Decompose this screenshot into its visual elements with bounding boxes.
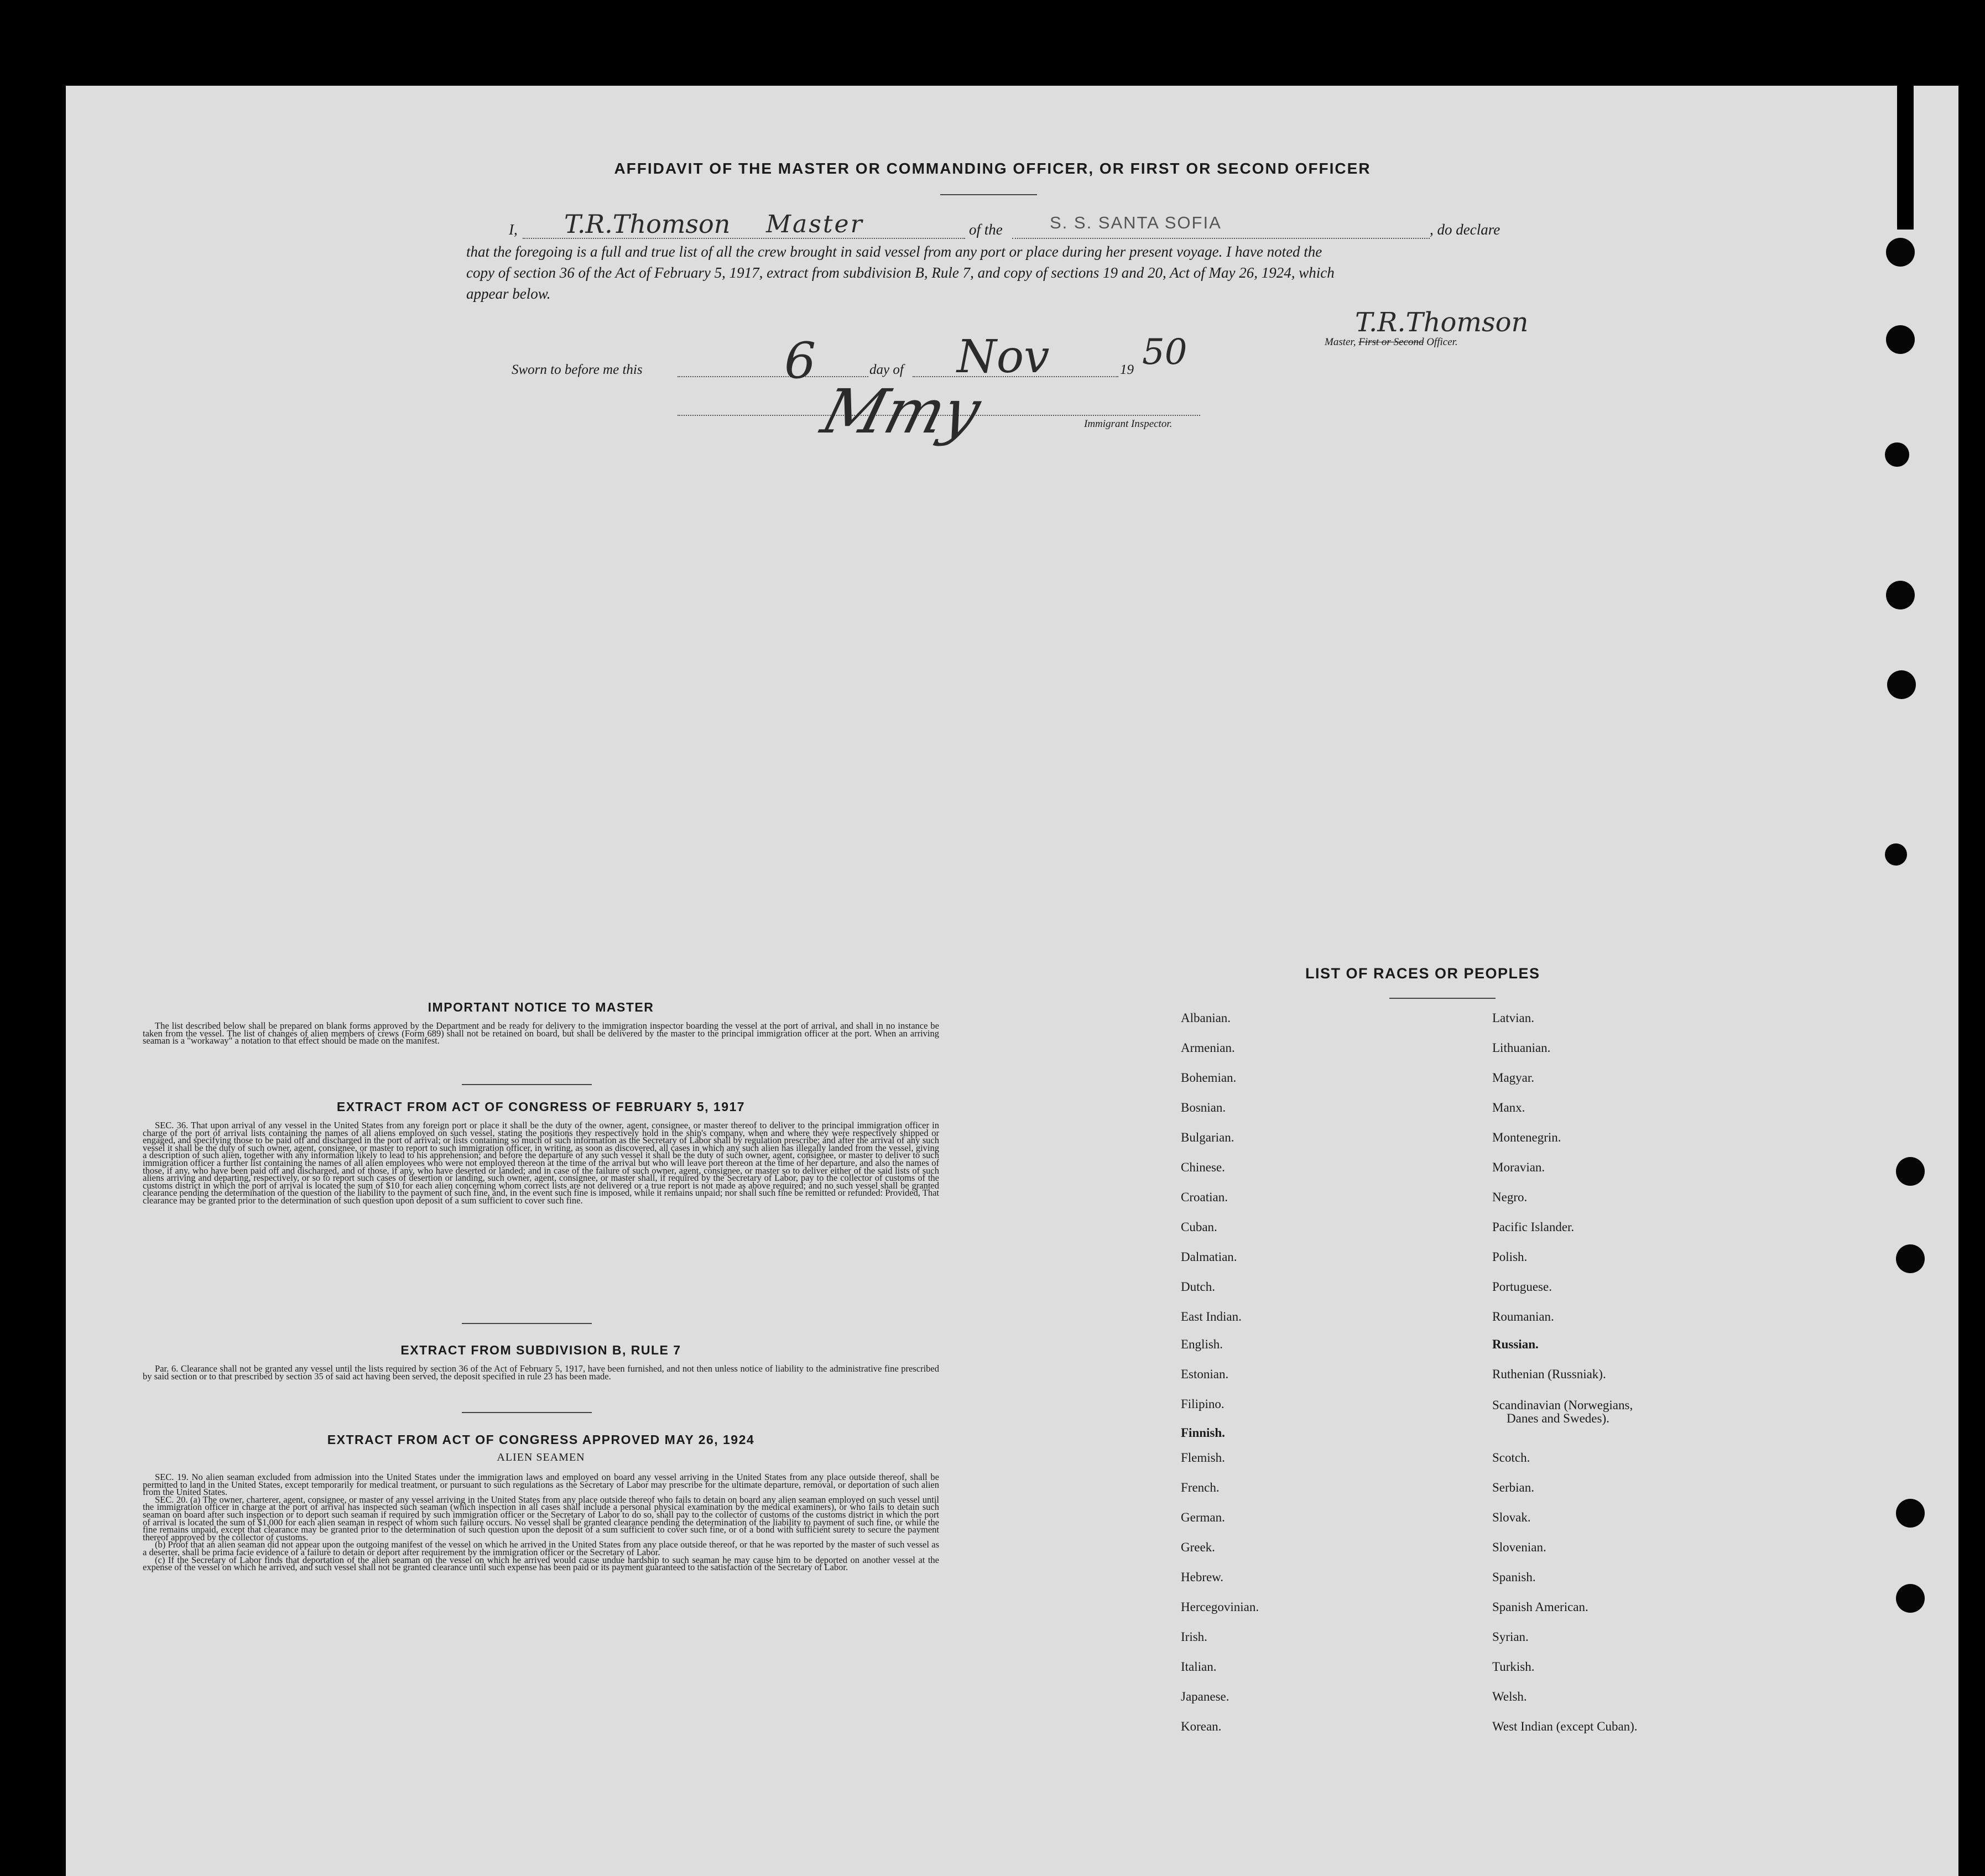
day-handwritten: 6 [784,332,816,390]
race-item: Turkish. [1492,1660,1535,1674]
do-declare-label: , do declare [1430,221,1501,238]
race-item: Ruthenian (Russniak). [1492,1367,1606,1381]
race-item: Slovak. [1492,1510,1531,1524]
master-signature: T.R.Thomson [1355,307,1529,338]
race-item: Roumanian. [1492,1310,1554,1323]
inspector-signature: Mmy [814,376,988,447]
title-divider [940,194,1037,195]
day-of-label: day of [869,362,904,377]
races-title: LIST OF RACES OR PEOPLES [1305,965,1540,982]
race-item: Spanish. [1492,1570,1536,1584]
race-item: French. [1181,1481,1220,1494]
race-item: Irish. [1181,1630,1207,1644]
race-item: Armenian. [1181,1041,1235,1055]
of-the-label: of the [969,221,1003,238]
extract-1917-text: SEC. 36. That upon arrival of any vessel in the United States from any foreign port or place it shall be the duty of the owner, agent, consignee, or master thereof to deliver to the principal immigration officer in charge of the port of arrival lists containing the names of all aliens employed on such vessel, stating the positions they respectively hold in the ship's company, when and where they were respectively shipped or engaged, and specifying those to be paid off and discharged in the port of arrival; or lists containing so much of such information as the Secretary of Labor shall by regulation prescribe; and after the arrival of any such vessel it shall be the duty of such owner, agent, consignee, or master to report to such immigration officer, in writing, as soon as discovered, all cases in which any such alien has illegally landed from the vessel, giving a description of such alien, together with any information likely to lead to his apprehension; and before the departure of any such vessel it shall be the duty of such owner, agent, consignee, or master to deliver to such immigration officer a further list containing the names of all alien employees who were not employed thereon at the time of the arrival but who will leave port thereon at the time of her departure, and also the names of those, if any, who have been paid off and discharged, and of those, if any, who have deserted or landed; and in case of the failure of such owner, agent, consignee, or master so to deliver either of the said lists of such aliens arriving and departing, respectively, or so to report such cases of desertion or landing, such owner, agent, consignee, or master shall, if required by the Secretary of Labor, pay to the collector of customs of the customs district in which the port of arrival is located the sum of $10 for each alien concerning whom correct lists are not delivered or a true report is not made as above required; and no such vessel shall be granted clearance pending the determination of the question of the liability to the payment of such fine, and, in the event such fine is imposed, while it remains unpaid; nor shall such fine be remitted or refunded: Provided, That clearance may be granted prior to the determination of such question upon deposit of a sum sufficient to cover such fine. [143,1120,939,1206]
race-item: Lithuanian. [1492,1041,1551,1055]
race-item: Albanian. [1181,1011,1231,1025]
sworn-label: Sworn to before me this [512,362,643,377]
race-item: Bosnian. [1181,1101,1226,1114]
race-item: English. [1181,1337,1223,1351]
race-item: Scandinavian (Norwegians, [1492,1398,1633,1412]
race-item: Bulgarian. [1181,1130,1234,1144]
vessel-line [1012,238,1430,239]
race-item: Pacific Islander. [1492,1220,1575,1234]
race-item: Chinese. [1181,1160,1225,1174]
affidavit-i-label: I, [509,221,518,238]
race-item: Cuban. [1181,1220,1217,1234]
affidavit-line-3: copy of section 36 of the Act of February 5, 1917, extract from subdivision B, Rule 7, and copy of sections 19 and 20, Act of May 26, 1924, which [466,264,1335,281]
race-item: Manx. [1492,1101,1525,1114]
master-caption: Master, First or Second Officer. [1325,336,1458,348]
extract-1917-title: EXTRACT FROM ACT OF CONGRESS OF FEBRUARY 5, 1917 [336,1099,746,1114]
affidavit-line-4: appear below. [466,285,551,302]
race-item: Welsh. [1492,1690,1527,1703]
affidavit-title: AFFIDAVIT OF THE MASTER OR COMMANDING OFFICER, OR FIRST OR SECOND OFFICER [614,160,1371,177]
race-item: Finnish. [1181,1426,1225,1440]
race-item: Scotch. [1492,1451,1530,1465]
inspector-caption: Immigrant Inspector. [1084,418,1173,430]
extract-1924-title: EXTRACT FROM ACT OF CONGRESS APPROVED MAY 26, 1924 [327,1432,755,1447]
extract-rule7-title: EXTRACT FROM SUBDIVISION B, RULE 7 [400,1343,681,1357]
master-rank-handwritten: Master [766,210,864,238]
race-item: Bohemian. [1181,1071,1237,1085]
affidavit-line-2: that the foregoing is a full and true list of all the crew brought in said vessel from any port or place during her present voyage. I have noted the [466,243,1322,260]
race-item: Hebrew. [1181,1570,1224,1584]
master-name-handwritten: T.R.Thomson [564,209,731,239]
punch-hole [1886,325,1915,354]
section-divider [462,1323,592,1324]
race-item: Dutch. [1181,1280,1215,1294]
race-item: Italian. [1181,1660,1217,1674]
punch-hole [1885,843,1907,866]
page-torn-corner [1897,86,1914,230]
notice-title: IMPORTANT NOTICE TO MASTER [428,1000,654,1014]
race-item: Polish. [1492,1250,1528,1264]
punch-hole [1886,238,1915,267]
race-item: Slovenian. [1492,1540,1546,1554]
section-divider [462,1412,592,1413]
year-handwritten: 50 [1142,332,1187,373]
race-item: Flemish. [1181,1451,1225,1465]
race-item: Syrian. [1492,1630,1529,1644]
month-handwritten: Nov [957,331,1050,383]
punch-hole [1896,1499,1925,1528]
race-item: Latvian. [1492,1011,1534,1025]
punch-hole [1896,1244,1925,1273]
notice-text: The list described below shall be prepared on blank forms approved by the Department and be ready for delivery to the immigration inspector boarding the vessel at the port of arrival, and shall in no instance be taken from the vessel. The list of changes of alien members of crews (Form 689) shall not be retained on board, but shall be delivered by the master to the principal immigration officer at the port. When an arriving seaman is a "workaway" a notation to that effect should be made on the manifest. [143,1020,939,1046]
extract-1924-text: SEC. 19. No alien seaman excluded from admission into the United States under the immigration laws and employed on board any vessel arriving in the United States from any place outside thereof, shall be permitted to land in the United States, except temporarily for medical treatment, or pursuant to such regulations as the Secretary of Labor may prescribe for the ultimate departure, removal, or deportation of such alien from the United States. SEC. 20. (a) The owner, charterer, agent, consignee, or master of any vessel arriving in the United States from any place outside thereof who fails to detain on board any alien seaman employed on such vessel until the immigration officer in charge at the port of arrival has inspected such seaman (which inspection in all cases shall include a personal physical examination by the medical examiners), or who fails to detain such seaman on board after such inspection or to deport such seaman if required by such immigration officer or the Secretary of Labor to do so, shall pay to the collector of customs of the customs district in which the port of arrival is located the sum of $1,000 for each alien seaman in respect of whom such failure occurs. No vessel shall be granted clearance pending the determination of the liability to payment of such fine, or while the fine remains unpaid, except that clearance may be granted prior to the determination of such question upon the deposit of a sum sufficient to cover such fine, or of a bond with sufficient surety to secure the payment thereof approved by the collector of customs. (b) Proof that an alien seaman did not appear upon the outgoing manifest of the vessel on which he arrived in the United States from any place outside thereof, or that he was reported by the master of such vessel as a deserter, shall be prima facie evidence of a failure to detain or deport after requirement by the immigration officer or the Secretary of Labor. (c) If the Secretary of Labor finds that deportation of the alien seaman on the vessel on which he arrived would cause undue hardship to such seaman he may cause him to be deported on another vessel at the expense of the vessel on which he arrived, and such vessel shall not be granted clearance until such expense has been paid or its payment guaranteed to the satisfaction of the Secretary of Labor. [143,1472,939,1573]
race-item: Danes and Swedes). [1507,1411,1609,1425]
race-item: Korean. [1181,1719,1222,1733]
vessel-name-stamp: S. S. SANTA SOFIA [1050,213,1222,232]
extract-1924-subtitle: ALIEN SEAMEN [497,1451,585,1463]
race-item: Estonian. [1181,1367,1229,1381]
extract-rule7-text: Par. 6. Clearance shall not be granted any vessel until the lists required by section 36 of the Act of February 5, 1917, have been furnished, and not then unless notice of liability to the administrative fine prescribed by said section or to that prescribed by section 35 of said act having been served, the deposit specified in rule 23 has been made. [143,1363,939,1382]
punch-hole [1887,670,1916,699]
punch-hole [1886,581,1915,609]
race-item: Croatian. [1181,1190,1228,1204]
race-item: Russian. [1492,1337,1539,1351]
race-item: Filipino. [1181,1397,1225,1411]
race-item: Moravian. [1492,1160,1545,1174]
race-item: West Indian (except Cuban). [1492,1719,1638,1733]
section-divider [462,1084,592,1085]
race-item: Montenegrin. [1492,1130,1561,1144]
race-item: Dalmatian. [1181,1250,1237,1264]
race-item: Magyar. [1492,1071,1535,1085]
race-item: Negro. [1492,1190,1528,1204]
race-item: Portuguese. [1492,1280,1552,1294]
race-item: Hercegovinian. [1181,1600,1259,1614]
race-item: East Indian. [1181,1310,1242,1323]
races-divider [1389,998,1496,999]
punch-hole [1896,1157,1925,1186]
race-item: Greek. [1181,1540,1215,1554]
punch-hole [1896,1584,1925,1613]
race-item: Spanish American. [1492,1600,1588,1614]
year-prefix: 19 [1120,362,1134,377]
struck-text: First or Second [1358,336,1424,348]
punch-hole [1885,442,1909,467]
race-item: Serbian. [1492,1481,1535,1494]
race-item: Japanese. [1181,1690,1229,1703]
race-item: German. [1181,1510,1225,1524]
